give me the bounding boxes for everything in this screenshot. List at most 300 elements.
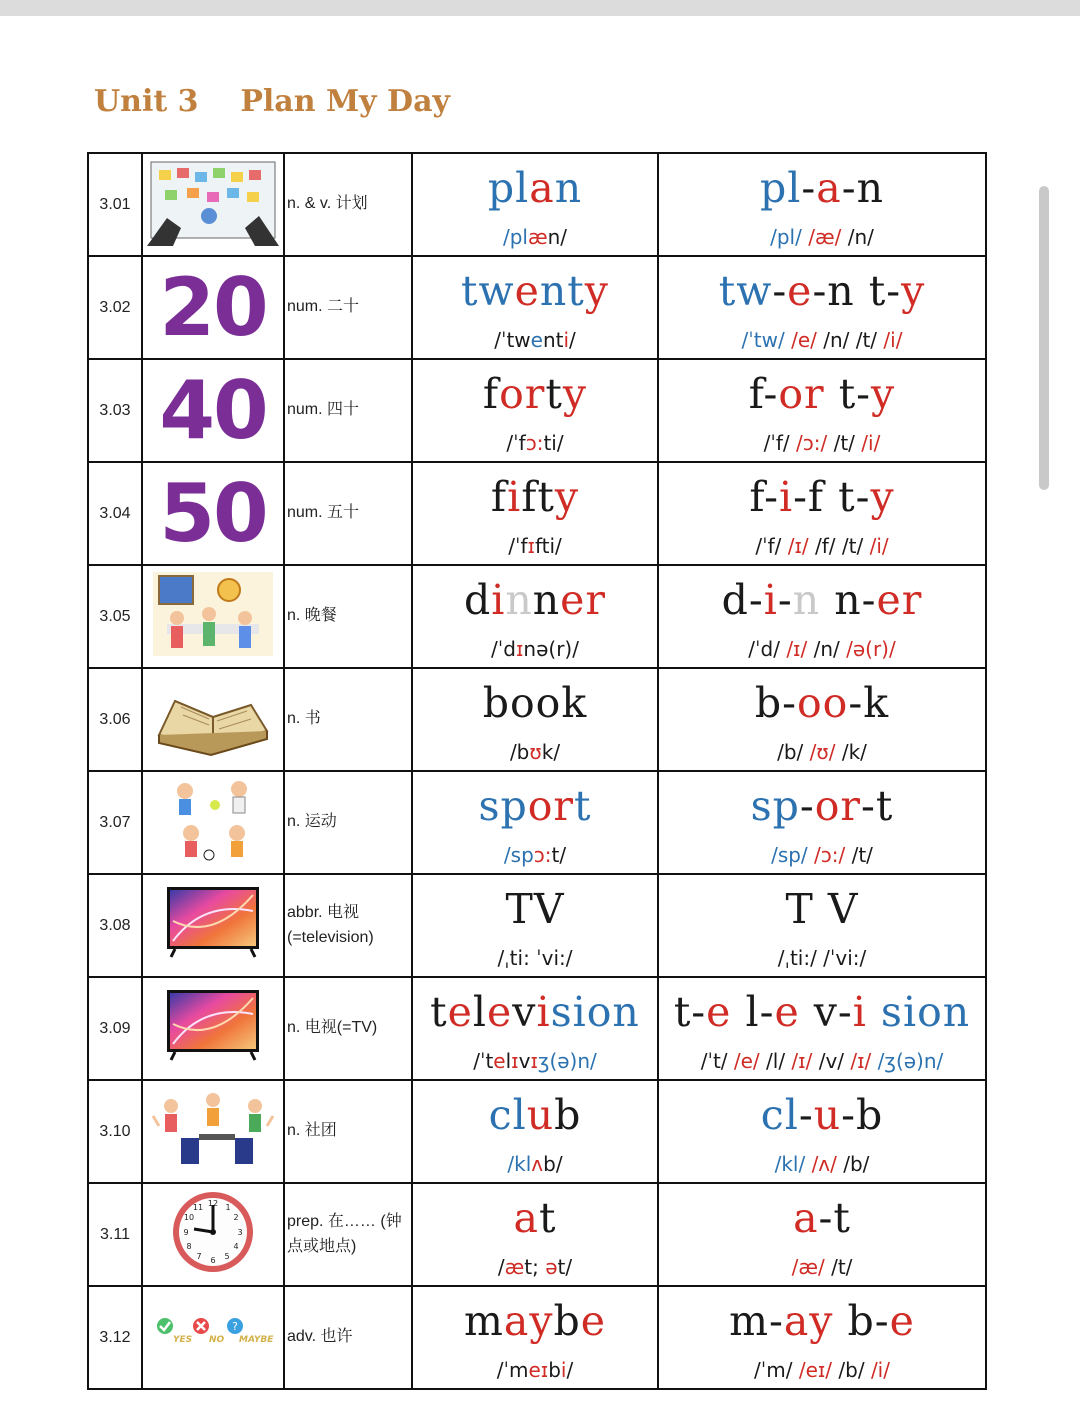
table-row — [88, 1183, 986, 1286]
syllable-phonetic-segment: /i/ — [861, 430, 881, 455]
syllable-segment: oo — [797, 678, 849, 727]
number-50-icon: 50 — [159, 466, 267, 560]
phonetic — [413, 328, 657, 356]
syllable-split — [659, 1296, 985, 1348]
syllable-segment: - — [793, 472, 808, 521]
phonetic-segment: ɪ — [515, 636, 524, 661]
syllable-segment: - — [801, 163, 817, 212]
syllable-segment: - — [748, 575, 764, 624]
row-number: 3.05 — [88, 565, 142, 668]
vocabulary-word — [413, 369, 657, 421]
syllable-phonetic-segment: /i/ — [870, 1357, 890, 1382]
phonetic-segment: /ˌti: ˈvi:/ — [497, 945, 573, 970]
word-segment: b — [553, 1296, 581, 1345]
word-segment: i — [507, 472, 522, 521]
syllable-phonetic-segment: /t/ — [845, 842, 873, 867]
picture-cell — [142, 668, 284, 771]
definition: n. 电视(=TV) — [284, 977, 412, 1080]
syllable-segment: - — [855, 472, 871, 521]
word-segment: TV — [505, 884, 565, 933]
word-cell — [412, 565, 658, 668]
syllable-phonetic — [659, 534, 985, 562]
syllable-segment: i — [852, 987, 867, 1036]
syllable-phonetic-segment: /ɪ/ — [786, 636, 808, 661]
word-segment: cl — [488, 1090, 527, 1139]
syllable-segment: b — [855, 1090, 884, 1139]
word-segment: or — [527, 781, 575, 830]
row-number: 3.07 — [88, 771, 142, 874]
phonetic-segment: n/ — [547, 224, 568, 249]
word-segment: oo — [510, 678, 562, 727]
syllable-segment: ay — [783, 1296, 834, 1345]
number-40-icon: 40 — [159, 363, 267, 457]
syllable-phonetic-segment: /n/ — [841, 224, 874, 249]
syllable-segment: - — [772, 266, 788, 315]
word-cell — [412, 153, 658, 256]
syllable-segment: - — [837, 987, 853, 1036]
syllable-phonetic-segment: /ʌ/ — [811, 1151, 837, 1176]
syllable-phonetic — [659, 740, 985, 768]
word-segment: ay — [503, 1296, 554, 1345]
syllable-cell — [658, 1080, 986, 1183]
definition: n. 社团 — [284, 1080, 412, 1183]
phonetic-segment: b — [548, 1357, 561, 1382]
syllable-split — [659, 575, 985, 627]
syllable-segment: n t — [827, 266, 887, 315]
syllable-segment: b — [754, 678, 783, 727]
phonetic-segment: v — [518, 1048, 531, 1073]
phonetic-segment: /ˈtw — [494, 327, 531, 352]
phonetic-segment: i — [563, 327, 570, 352]
syllable-segment: - — [874, 1296, 890, 1345]
syllable-cell — [658, 462, 986, 565]
word-segment: pl — [487, 163, 530, 212]
picture-cell — [142, 256, 284, 359]
syllable-phonetic-segment: /ɪ/ — [787, 533, 809, 558]
scrollbar[interactable] — [1039, 186, 1049, 490]
syllable-segment: t — [833, 1193, 851, 1242]
syllable-phonetic — [659, 1049, 985, 1077]
syllable-split — [659, 1090, 985, 1142]
definition: n. & v. 计划 — [284, 153, 412, 256]
definition: n. 书 — [284, 668, 412, 771]
word-segment: n — [532, 575, 561, 624]
svg-text:9: 9 — [183, 1228, 189, 1237]
syllable-segment: T V — [785, 884, 859, 933]
syllable-segment: u — [813, 1090, 842, 1139]
row-number: 3.10 — [88, 1080, 142, 1183]
table-row — [88, 359, 986, 462]
syllable-cell — [658, 256, 986, 359]
syllable-phonetic — [659, 1358, 985, 1386]
word-segment: f — [482, 369, 500, 418]
row-number: 3.09 — [88, 977, 142, 1080]
syllable-phonetic-segment: /n/ — [807, 636, 847, 661]
vocabulary-word — [413, 884, 657, 936]
svg-text:YES: YES — [173, 1335, 193, 1345]
syllable-phonetic-segment: /b/ — [832, 1357, 871, 1382]
word-segment: y — [584, 266, 609, 315]
syllable-segment: l — [731, 987, 760, 1036]
syllable-segment: t — [875, 781, 894, 830]
syllable-cell — [658, 771, 986, 874]
phonetic-segment: æ — [527, 224, 548, 249]
word-segment: t — [545, 369, 563, 418]
phonetic-segment: /ˈd — [491, 636, 516, 661]
phonetic-segment: ʌ — [531, 1151, 544, 1176]
svg-text:8: 8 — [186, 1242, 192, 1251]
vocabulary-word — [413, 987, 657, 1039]
phonetic-segment: /ˈt — [473, 1048, 494, 1073]
row-number: 3.04 — [88, 462, 142, 565]
svg-text:6: 6 — [210, 1256, 216, 1265]
syllable-segment: - — [769, 1296, 784, 1345]
word-segment: n — [554, 163, 583, 212]
syllable-phonetic-segment: /pl/ — [770, 224, 809, 249]
syllable-phonetic — [659, 328, 985, 356]
syllable-phonetic — [659, 431, 985, 459]
syllable-phonetic-segment: /b/ — [836, 1151, 870, 1176]
syllable-segment: - — [691, 987, 707, 1036]
word-segment: i — [491, 575, 506, 624]
syllable-segment: f — [749, 472, 765, 521]
row-number: 3.12 — [88, 1286, 142, 1389]
syllable-segment: - — [798, 1090, 814, 1139]
phonetic-segment: nə(r)/ — [523, 636, 579, 661]
syllable-segment: - — [764, 472, 779, 521]
table-row — [88, 153, 986, 256]
planning-board-icon — [147, 158, 279, 251]
syllable-segment: - — [763, 369, 779, 418]
syllable-split — [659, 678, 985, 730]
phonetic-segment: / — [569, 327, 576, 352]
word-segment: b — [482, 678, 510, 727]
word-segment: u — [526, 1090, 555, 1139]
syllable-phonetic-segment: /ɪ/ — [791, 1048, 813, 1073]
word-segment: d — [463, 575, 492, 624]
syllable-phonetic-segment: /ˈf/ — [755, 533, 788, 558]
syllable-segment: sion — [866, 987, 971, 1036]
vocabulary-word — [413, 781, 657, 833]
syllable-segment: f — [748, 369, 764, 418]
phonetic — [413, 431, 657, 459]
phonetic-segment: ɔ: — [533, 842, 552, 867]
syllable-phonetic-segment: /t/ — [824, 1254, 853, 1279]
syllable-segment: - — [818, 1193, 834, 1242]
word-segment: or — [499, 369, 546, 418]
phonetic — [413, 1358, 657, 1386]
word-cell — [412, 1286, 658, 1389]
syllable-phonetic-segment: /ˈf/ — [763, 430, 797, 455]
phonetic-segment: ɔ: — [525, 430, 544, 455]
syllable-segment: a — [816, 163, 842, 212]
phonetic-segment: t/ — [551, 842, 567, 867]
phonetic-segment: i — [560, 1357, 567, 1382]
word-segment: y — [554, 472, 580, 521]
word-segment: f — [490, 472, 508, 521]
syllable-segment: - — [856, 369, 872, 418]
syllable-segment: b — [833, 1296, 875, 1345]
table-row — [88, 256, 986, 359]
phonetic — [413, 946, 657, 974]
tv-icon — [163, 881, 263, 970]
syllable-phonetic-segment: /æ/ — [808, 224, 842, 249]
syllable-segment: n — [820, 575, 862, 624]
word-segment: m — [463, 1296, 504, 1345]
word-cell — [412, 359, 658, 462]
syllable-phonetic-segment: /kl/ — [774, 1151, 812, 1176]
phonetic-segment: ʒ(ə)n/ — [537, 1048, 597, 1073]
phonetic-segment: / — [566, 1357, 574, 1382]
syllable-phonetic-segment: /t/ — [827, 430, 862, 455]
phonetic — [413, 1049, 657, 1077]
row-number: 3.01 — [88, 153, 142, 256]
syllable-phonetic-segment: /ʊ/ — [809, 739, 836, 764]
phonetic-segment: æ — [504, 1254, 525, 1279]
word-segment: ft — [521, 472, 555, 521]
syllable-segment: y — [870, 472, 895, 521]
syllable-segment: a — [793, 1193, 819, 1242]
syllable-segment: e — [706, 987, 732, 1036]
syllable-segment: t — [673, 987, 692, 1036]
number-20-icon: 20 — [159, 260, 267, 354]
phonetic — [413, 1255, 657, 1283]
syllable-cell — [658, 668, 986, 771]
row-number: 3.11 — [88, 1183, 142, 1286]
word-cell — [412, 668, 658, 771]
phonetic-segment: /ˈf — [508, 533, 528, 558]
syllable-split — [659, 987, 985, 1039]
table-row — [88, 565, 986, 668]
definition: num. 五十 — [284, 462, 412, 565]
phonetic-segment: /kl — [507, 1151, 532, 1176]
phonetic-segment: / — [497, 1254, 505, 1279]
syllable-segment: n — [856, 163, 884, 212]
syllable-phonetic-segment: /k/ — [835, 739, 867, 764]
vocabulary-word — [413, 266, 657, 318]
syllable-phonetic — [659, 1255, 985, 1283]
phonetic-segment: e — [530, 327, 543, 352]
table-row — [88, 1080, 986, 1183]
picture-cell — [142, 1080, 284, 1183]
definition: n. 运动 — [284, 771, 412, 874]
syllable-phonetic-segment: /sp/ — [771, 842, 815, 867]
word-segment: l — [472, 987, 488, 1036]
phonetic-segment: nt — [542, 327, 564, 352]
phonetic-segment: e — [493, 1048, 506, 1073]
syllable-phonetic-segment: /n/ /t/ — [816, 327, 884, 352]
syllable-segment: m — [729, 1296, 769, 1345]
syllable-segment: e — [889, 1296, 915, 1345]
syllable-phonetic — [659, 843, 985, 871]
svg-text:?: ? — [232, 1320, 238, 1333]
syllable-phonetic-segment: /e/ — [791, 327, 817, 352]
syllable-segment: y — [901, 266, 926, 315]
table-row — [88, 874, 986, 977]
svg-text:11: 11 — [192, 1203, 204, 1212]
syllable-segment: - — [886, 266, 902, 315]
syllable-cell — [658, 1286, 986, 1389]
vocabulary-word — [413, 575, 657, 627]
word-segment: t — [574, 781, 592, 830]
syllable-cell — [658, 359, 986, 462]
word-segment: b — [554, 1090, 582, 1139]
svg-text:7: 7 — [196, 1252, 202, 1261]
definition: abbr. 电视 (=television) — [284, 874, 412, 977]
phonetic-segment: eɪ — [528, 1357, 549, 1382]
picture-cell — [142, 153, 284, 256]
syllable-segment: - — [777, 575, 793, 624]
syllable-phonetic-segment: /ɪ/ — [850, 1048, 872, 1073]
phonetic-segment: /pl — [502, 224, 528, 249]
vocabulary-word — [413, 1193, 657, 1245]
page-title: Unit 3 Plan My Day — [94, 84, 450, 119]
syllable-segment: t — [824, 369, 857, 418]
syllable-segment: or — [814, 781, 862, 830]
table-row — [88, 462, 986, 565]
definition: adv. 也许 — [284, 1286, 412, 1389]
syllable-segment: k — [863, 678, 890, 727]
definition: n. 晚餐 — [284, 565, 412, 668]
syllable-phonetic-segment: /ˈt/ — [700, 1048, 734, 1073]
word-cell — [412, 256, 658, 359]
picture-cell — [142, 874, 284, 977]
picture-cell — [142, 1286, 284, 1389]
definition: num. 二十 — [284, 256, 412, 359]
syllable-cell — [658, 977, 986, 1080]
syllable-segment: - — [841, 163, 857, 212]
word-cell — [412, 1183, 658, 1286]
word-segment: nt — [539, 266, 585, 315]
word-segment: n — [505, 575, 533, 624]
word-segment: sp — [478, 781, 528, 830]
sport-kids-icon — [163, 775, 263, 870]
phonetic-segment: ɪ — [511, 1048, 519, 1073]
svg-text:10: 10 — [183, 1213, 195, 1222]
svg-text:12: 12 — [207, 1199, 219, 1208]
row-number: 3.08 — [88, 874, 142, 977]
syllable-phonetic-segment: /i/ — [869, 533, 889, 558]
phonetic-segment: k/ — [541, 739, 561, 764]
word-cell — [412, 1080, 658, 1183]
syllable-phonetic-segment: /b/ — [777, 739, 810, 764]
syllable-segment: - — [841, 1090, 856, 1139]
word-segment: sion — [550, 987, 640, 1036]
syllable-phonetic-segment: /ˈd/ — [748, 636, 787, 661]
syllable-segment: i — [778, 472, 794, 521]
phonetic — [413, 740, 657, 768]
syllable-segment: - — [799, 781, 815, 830]
word-segment: e — [514, 266, 540, 315]
word-segment: a — [529, 163, 555, 212]
word-segment: er — [560, 575, 607, 624]
table-row — [88, 1286, 986, 1389]
syllable-split — [659, 266, 985, 318]
phonetic — [413, 225, 657, 253]
syllable-segment: v — [799, 987, 838, 1036]
phonetic-segment: l — [505, 1048, 512, 1073]
word-segment: t — [538, 1193, 557, 1242]
svg-text:3: 3 — [237, 1228, 243, 1237]
row-number: 3.02 — [88, 256, 142, 359]
definition: num. 四十 — [284, 359, 412, 462]
syllable-segment: or — [778, 369, 825, 418]
syllable-segment: d — [721, 575, 749, 624]
phonetic — [413, 637, 657, 665]
word-segment: e — [580, 1296, 606, 1345]
syllable-phonetic-segment: /ʒ(ə)n/ — [871, 1048, 944, 1073]
word-segment: i — [536, 987, 551, 1036]
syllable-segment: tw — [718, 266, 773, 315]
syllable-segment: - — [848, 678, 864, 727]
phonetic-segment: ə — [545, 1254, 558, 1279]
syllable-phonetic — [659, 1152, 985, 1180]
club-dancers-icon — [151, 1086, 275, 1177]
word-segment: tw — [461, 266, 515, 315]
picture-cell — [142, 977, 284, 1080]
row-number: 3.06 — [88, 668, 142, 771]
syllable-cell — [658, 153, 986, 256]
word-segment: v — [512, 987, 537, 1036]
picture-cell — [142, 462, 284, 565]
definition: prep. 在…… (钟点或地点) — [284, 1183, 412, 1286]
syllable-phonetic-segment: /ˈm/ — [754, 1357, 799, 1382]
vocabulary-table — [87, 152, 987, 1390]
phonetic-segment: /sp — [503, 842, 534, 867]
svg-text:5: 5 — [224, 1252, 230, 1261]
syllable-phonetic-segment: /l/ — [759, 1048, 792, 1073]
syllable-phonetic-segment: /æ/ — [791, 1254, 825, 1279]
syllable-split — [659, 369, 985, 421]
word-segment: y — [562, 369, 588, 418]
syllable-phonetic-segment: /f/ /t/ — [808, 533, 870, 558]
table-row — [88, 771, 986, 874]
syllable-segment: - — [759, 987, 775, 1036]
syllable-phonetic-segment: /i/ — [883, 327, 903, 352]
syllable-cell — [658, 874, 986, 977]
picture-cell — [142, 565, 284, 668]
word-segment: e — [487, 987, 513, 1036]
syllable-phonetic-segment: /e/ — [733, 1048, 760, 1073]
word-segment: k — [561, 678, 588, 727]
phonetic-segment: t/ — [557, 1254, 573, 1279]
syllable-segment: er — [876, 575, 923, 624]
word-segment: a — [513, 1193, 539, 1242]
clock-icon — [170, 1189, 256, 1280]
syllable-phonetic — [659, 225, 985, 253]
phonetic-segment: ɪ — [530, 1048, 538, 1073]
phonetic-segment: b/ — [543, 1151, 563, 1176]
syllable-cell — [658, 1183, 986, 1286]
syllable-segment: y — [871, 369, 896, 418]
word-cell — [412, 977, 658, 1080]
svg-text:MAYBE: MAYBE — [239, 1335, 274, 1345]
syllable-phonetic — [659, 946, 985, 974]
phonetic-segment: ɪ — [527, 533, 535, 558]
table-row — [88, 668, 986, 771]
vocabulary-word — [413, 1090, 657, 1142]
syllable-segment: n — [792, 575, 821, 624]
syllable-segment: e — [774, 987, 800, 1036]
top-bar — [0, 0, 1080, 16]
phonetic-segment: /b — [509, 739, 530, 764]
phonetic — [413, 534, 657, 562]
phonetic-segment: ti/ — [543, 430, 564, 455]
picture-cell — [142, 771, 284, 874]
syllable-segment: f t — [807, 472, 856, 521]
svg-text:4: 4 — [233, 1242, 239, 1251]
tv-icon — [163, 984, 263, 1073]
